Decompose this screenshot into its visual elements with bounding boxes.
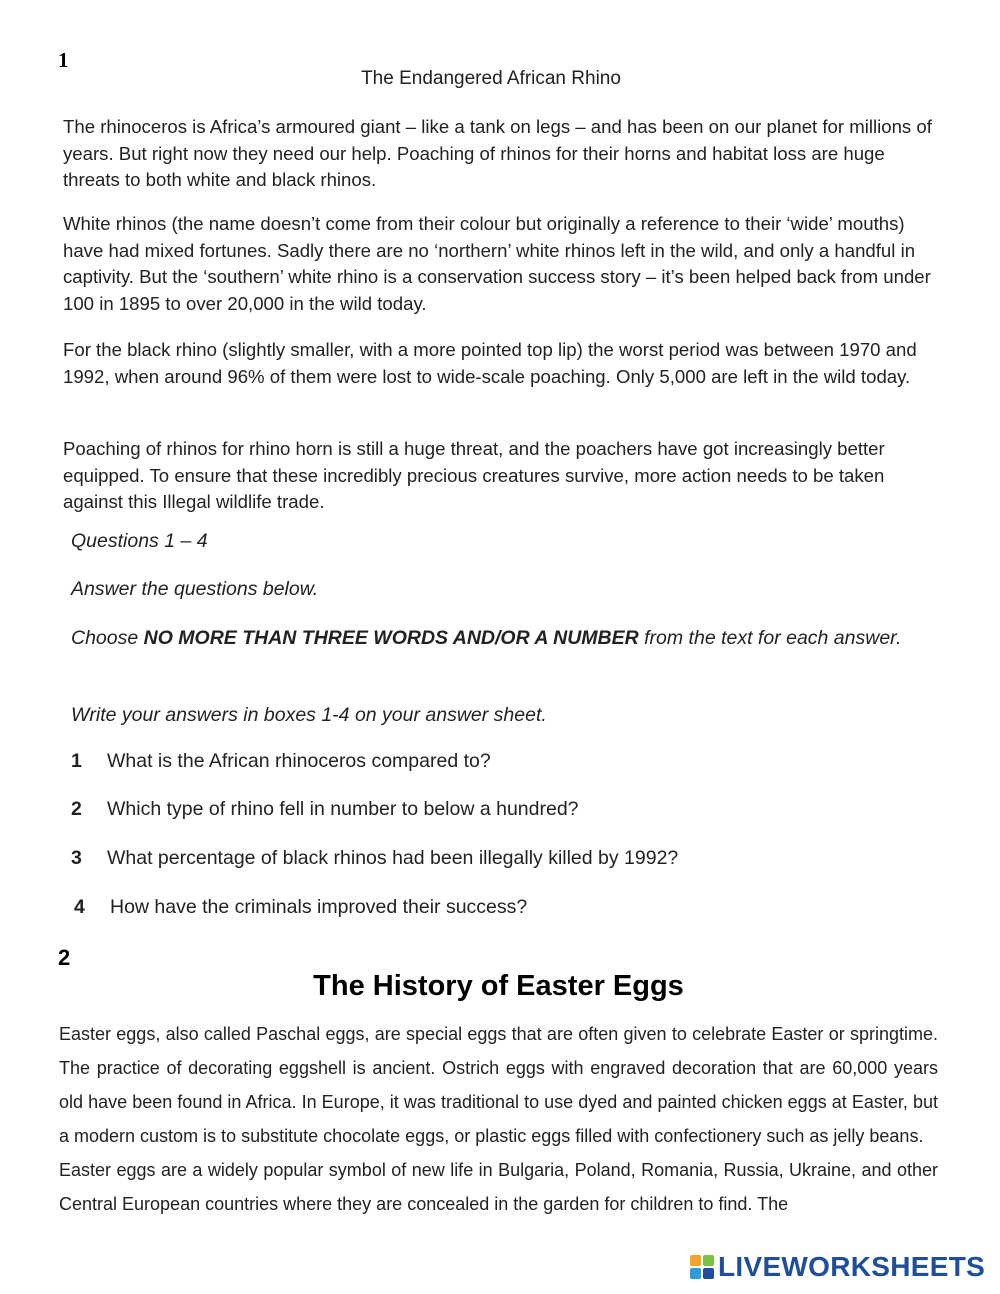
section-1-paragraph: Poaching of rhinos for rhino horn is still a huge threat, and the poachers have got increasingly better equipped. To ensure that these incredibly precious creatures survive, more action needs to be taken against this Illegal wildlife trade.: [63, 438, 885, 512]
choose-suffix: from the text for each answer.: [638, 627, 902, 649]
section-2-paragraph: Easter eggs are a widely popular symbol of new life in Bulgaria, Poland, Romania, Russia, Ukraine, and other Central European countries where they are concealed in the garden for children to find. The: [59, 1160, 938, 1214]
answer-instruction: Answer the questions below.: [71, 578, 319, 600]
logo-mark-icon: [690, 1255, 714, 1279]
question-number: 2: [71, 798, 82, 820]
section-2-body: [59, 1017, 938, 1221]
write-instruction: Write your answers in boxes 1-4 on your answer sheet.: [71, 704, 547, 726]
liveworksheets-logo: [690, 1250, 985, 1284]
section-1-paragraph: The rhinoceros is Africa’s armoured giant – like a tank on legs – and has been on our planet for millions of years. But right now they need our help. Poaching of rhinos for their horns and habitat loss are huge threats to both white and black rhinos.: [63, 116, 932, 190]
choose-prefix: Choose: [71, 627, 144, 649]
question-text: Which type of rhino fell in number to below a hundred?: [107, 798, 579, 820]
question-text: What percentage of black rhinos had been illegally killed by 1992?: [107, 847, 679, 869]
logo-square: [690, 1255, 701, 1266]
question-number: 4: [74, 896, 85, 918]
section-2-number: 2: [58, 945, 71, 970]
section-1-paragraph: White rhinos (the name doesn’t come from their colour but originally a reference to their ‘wide’ mouths) have had mixed fortunes. Sadly there are no ‘northern’ white rhinos left in the wild, and only a handful in captivity. But the ‘southern’ white rhino is a conservation success story – it’s been helped back from under 100 in 1895 to over 20,000 in the wild today.: [63, 213, 931, 314]
choose-instruction: [71, 624, 951, 653]
question-number: 1: [71, 750, 82, 772]
section-1-paragraph: For the black rhino (slightly smaller, with a more pointed top lip) the worst period was between 1970 and 1992, when around 96% of them were lost to wide-scale poaching. Only 5,000 are left in the wild today.: [63, 339, 917, 387]
logo-text: LIVEWORKSHEETS: [718, 1251, 986, 1282]
logo-square: [690, 1268, 701, 1279]
section-1-number: 1: [58, 48, 69, 72]
section-2-title: The History of Easter Eggs: [313, 970, 684, 1002]
question-text: What is the African rhinoceros compared to?: [107, 750, 491, 772]
question-item: [71, 750, 491, 773]
logo-square: [703, 1255, 714, 1266]
choose-bold: NO MORE THAN THREE WORDS AND/OR A NUMBER: [143, 627, 639, 649]
question-item: [74, 896, 527, 919]
logo-square: [703, 1268, 714, 1279]
questions-heading: Questions 1 – 4: [71, 530, 208, 552]
question-number: 3: [71, 847, 82, 869]
question-item: [71, 847, 678, 870]
question-text: How have the criminals improved their success?: [110, 896, 528, 918]
section-2-paragraph: Easter eggs, also called Paschal eggs, are special eggs that are often given to celebrate Easter or springtime. The practice of decorating eggshell is ancient. Ostrich eggs with engraved decoration that are 60,000 years old have been found in Africa. In Europe, it was traditional to use dyed and painted chicken eggs at Easter, but a modern custom is to substitute chocolate eggs, or plastic eggs filled with confectionery such as jelly beans.: [59, 1024, 938, 1146]
question-item: [71, 798, 579, 821]
section-1-title: The Endangered African Rhino: [361, 68, 621, 89]
